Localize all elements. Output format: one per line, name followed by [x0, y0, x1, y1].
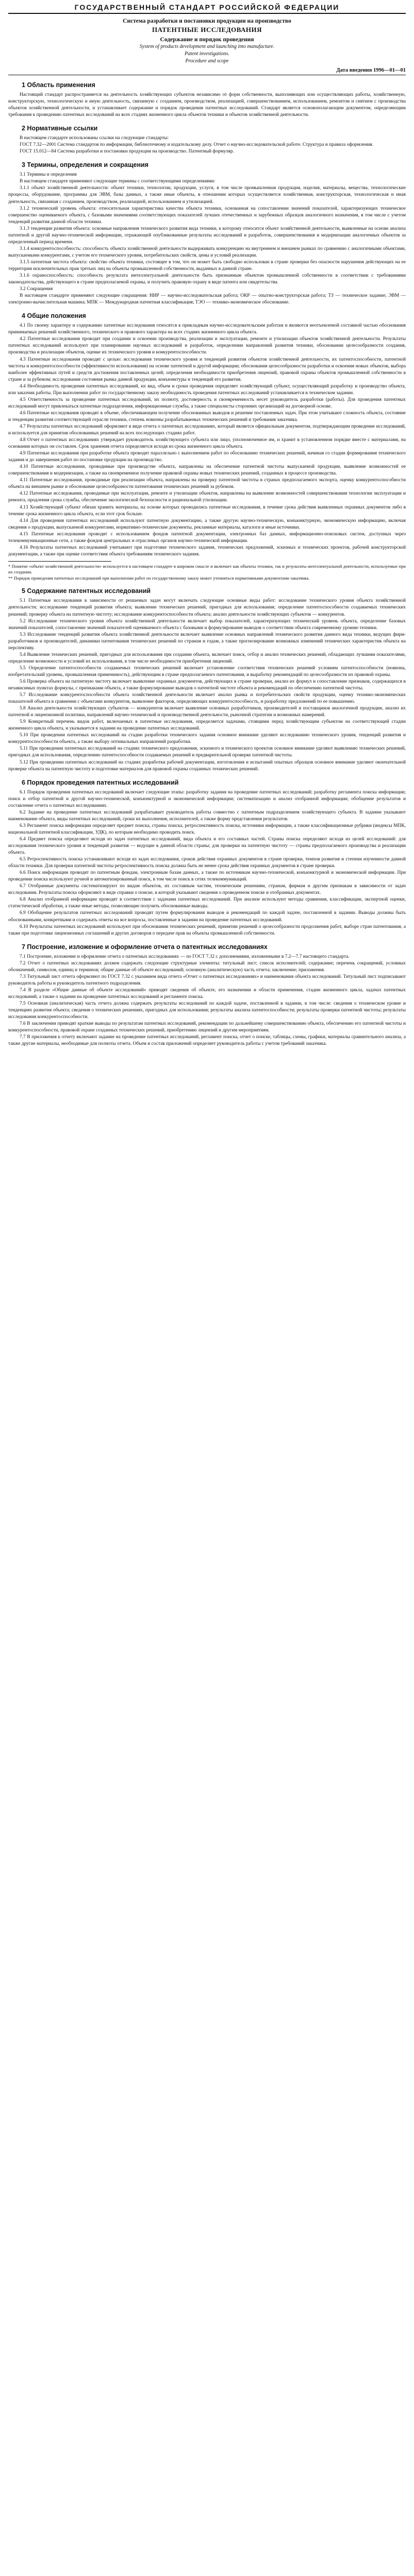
- body-paragraph: 4.1 По своему характеру и содержанию патентные исследования относятся к прикладным научно-исследовательским работам и являются неотъемлемой составной частью обоснования принимаемых решений хозяйственного, технического и правового характера на всех стадиях жизненного цикла объекта.: [8, 323, 406, 335]
- body-paragraph: 4.11 Патентные исследования, проводимые при реализации объекта, направлены на проверку патентной чистоты в странах предполагаемого экспорта, оценку конкурентоспособности объекта на внешнем рынке и обоснование целесообразности патентования технических решений за рубежом.: [8, 478, 406, 490]
- body-paragraph: 5.1 Патентные исследования в зависимости от решаемых задач могут включать следующие основные виды работ: исследование технического уровня объекта хозяйственной деятельности; исследование тенденций развития объекта; выявление технических решений, пригодных для использования; определение патентоспособности создаваемых технических решений; проверку объекта на патентную чистоту; исследование конкурентоспособности объекта; анализ деятельности хозяйствующих субъектов — конкурентов.: [8, 598, 406, 617]
- section-title: 4 Общие положения: [22, 312, 86, 320]
- body-paragraph: 6.10 Результаты патентных исследований используют при обосновании технических решений, принятии решений о целесообразности продолжения работ, выборе стран патентования, а также при подготовке лицензионных соглашений и других договоров о передаче прав на объекты промышленной собственности.: [8, 924, 406, 936]
- document-section: [8, 161, 406, 306]
- body-paragraph: 7.5 Основная (аналитическая) часть отчета должна содержать результаты исследований по каждой задаче, поставленной в задании, в том числе: сведения о техническом уровне и тенденциях развития объекта; сведения о технических решениях, пригодных для использования; результаты анализа патентоспособности; результаты проверки патентной чистоты; результаты исследования конкурентоспособности.: [8, 1001, 406, 1020]
- body-paragraph: 4.10 Патентные исследования, проводимые при производстве объекта, направлены на обеспечение патентной чистоты выпускаемой продукции, выявление возможностей ее совершенствования и модернизации, а также на своевременное получение правовой охраны новых технических решений, созданных в процессе производства.: [8, 464, 406, 477]
- section-title: 6 Порядок проведения патентных исследований: [22, 778, 179, 786]
- body-paragraph: 4.16 Результаты патентных исследований учитывают при подготовке технического задания, технических предложений, эскизных и технических проектов, рабочей конструкторской документации, а также при оценке соответствия объекта требованиям технического задания.: [8, 545, 406, 557]
- section-title: 2 Нормативные ссылки: [22, 125, 98, 132]
- body-paragraph: 4.3 Патентные исследования проводят с целью: исследования технического уровня и тенденций развития объектов хозяйственной деятельности, их патентоспособности, патентной чистоты и конкурентоспособности (эффективности использования) на основе патентной и другой информации; обоснования целесообразности разработки и освоения новых объектов, выбора наиболее эффективных путей и средств достижения поставленных целей; определения необходимости приобретения лицензий, правовой охраны объектов промышленной собственности в стране и за рубежом; исследования состояния рынка данной продукции, конъюнктуры и тенденций его развития.: [8, 357, 406, 382]
- document-subtitle: Содержание и порядок проведения: [160, 37, 254, 43]
- body-paragraph: 3.1.3 тенденции развития объекта: основные направления технического развития вида техники, к которому относится объект хозяйственной деятельности, выявленные на основе анализа патентной и другой научно-технической информации, отражающей опубликованные результаты исследований и разработок, совершенствования и модернизации аналогичных объектов за определенный период времени.: [8, 226, 406, 245]
- body-paragraph: 4.9 Патентные исследования при разработке объекта проводят параллельно с выполнением работ по обоснованию технических решений, начиная со стадии формирования технического задания и до завершения работ по постановке продукции на производство.: [8, 451, 406, 463]
- body-paragraph: 4.15 Патентные исследования проводят с использованием фондов патентной документации, электронных баз данных, информационно-поисковых систем, доступных через телекоммуникационные сети, а также фондов центральных и отраслевых органов научно-технической информации.: [8, 531, 406, 544]
- body-paragraph: 3.1.1 объект хозяйственной деятельности: объект техники, технологии, продукции, услуги, в том числе промышленная продукция, изделия, материалы, вещества, технологические процессы, оборудование, программы для ЭВМ, базы данных, а также иные объекты, в отношении которых осуществляется хозяйственная, конструкторская, технологическая и иная деятельность, связанная с созданием, производством, реализацией, использованием и утилизацией.: [8, 185, 406, 205]
- body-paragraph: 3.2 Сокращения: [20, 286, 53, 292]
- footnote-divider: [8, 561, 111, 562]
- body-paragraph: 4.12 Патентные исследования, проводимые при эксплуатации, ремонте и утилизации объектов, направлены на выявление возможностей совершенствования технологии эксплуатации и ремонта, продления срока службы, обеспечение экологической безопасности и рациональной утилизации.: [8, 491, 406, 503]
- system-title: Система разработки и постановки продукции на производство: [123, 18, 291, 24]
- body-paragraph: 5.7 Исследование конкурентоспособности объекта хозяйственной деятельности включает анализ рынка и потребительских свойств продукции, оценку технико-экономических показателей объекта в сравнении с объектами конкурентов, выявление факторов, определяющих конкурентоспособность, и разработку предложений по ее повышению.: [8, 692, 406, 705]
- document-section: [8, 943, 406, 1048]
- english-title-line: Procedure and scope: [185, 58, 229, 64]
- document-section: [8, 587, 406, 772]
- main-title: ПАТЕНТНЫЕ ИССЛЕДОВАНИЯ: [152, 26, 262, 33]
- body-paragraph: 3.1.6 охраноспособность: способность результата интеллектуальной деятельности быть признанным объектом промышленной собственности в соответствии с требованиями законодательства, действующего в стране предполагаемой охраны, и получить правовую охрану в виде патента или свидетельства.: [8, 273, 406, 285]
- body-paragraph: 4.13 Хозяйствующий субъект обязан хранить материалы, на основе которых проводились патентные исследования, в течение срока действия выявленных охранных документов либо в течение срока жизненного цикла объекта, если этот срок больше.: [8, 504, 406, 517]
- date-introduced: Дата введения 1996—01—01: [8, 67, 406, 75]
- body-paragraph: 5.11 При проведении патентных исследований на стадиях технического предложения, эскизного и технического проектов основное внимание уделяют выявлению технических решений, пригодных для использования, определению патентоспособности создаваемых решений и предварительной проверке патентной чистоты.: [8, 746, 406, 758]
- body-paragraph: 3.1 Термины и определения: [20, 172, 77, 178]
- document-header: [8, 18, 406, 64]
- body-paragraph: 4.7 Результаты патентных исследований оформляют в виде отчета о патентных исследованиях, который является официальным документом, подтверждающим проведение исследований, и используется для принятия обоснованных решений на всех последующих стадиях работ.: [8, 423, 406, 436]
- body-paragraph: 7.6 В заключении приводят краткие выводы по результатам патентных исследований, рекомендации по дальнейшему совершенствованию объекта, обеспечению его патентной чистоты и конкурентоспособности, правовой охране созданных технических решений, приобретению лицензий и другим мероприятиям.: [8, 1021, 406, 1033]
- body-paragraph: 5.5 Определение патентоспособности создаваемых технических решений включает установление соответствия технических решений условиям патентоспособности (новизна, изобретательский уровень, промышленная применимость), действующим в стране предполагаемого патентования, и выработку рекомендаций по целесообразности их правовой охраны.: [8, 665, 406, 677]
- body-paragraph: 6.2 Задание на проведение патентных исследований разрабатывает руководитель работы совместно с патентным подразделением хозяйствующего субъекта. В задании указывают наименование объекта, виды патентных исследований, сроки их выполнения, исполнителей, а также форму представления результатов.: [8, 809, 406, 822]
- body-paragraph: 6.6 Поиск информации проводят по патентным фондам, электронным базам данных, а также по источникам научно-технической, конъюнктурной и экономической информации. При проведении поиска используют ручной и автоматизированный поиск, в том числе поиск в сетях телекоммуникаций.: [8, 870, 406, 883]
- body-paragraph: 5.8 Анализ деятельности хозяйствующих субъектов — конкурентов включает выявление основных разработчиков, производителей и поставщиков аналогичной продукции, анализ их патентной и лицензионной политики, направлений научно-технической и производственной деятельности, рыночной стратегии и возможных намерений.: [8, 706, 406, 718]
- body-paragraph: Настоящий стандарт распространяется на деятельность хозяйствующих субъектов независимо от форм собственности, выполняющих или осуществляющих работы, хозяйственную, конструкторскую, технологическую и иную деятельность, связанную с созданием, производством, реализацией, совершенствованием, использованием, ремонтом и снятием с производства объектов хозяйственной деятельности, и устанавливает содержание и порядок проведения патентных исследований. Стандарт является основополагающим документом, определяющим требования к проведению патентных исследований на всех стадиях жизненного цикла объектов техники и объектов хозяйственной деятельности.: [8, 92, 406, 118]
- document-section: [8, 312, 406, 581]
- body-paragraph: В настоящем стандарте применяют следующие сокращения: НИР — научно-исследовательская работа; ОКР — опытно-конструкторская работа; ТЗ — техническое задание; ЭВМ — электронно-вычислительная машина; МПК — Международная патентная классификация; ТЭО — технико-экономическое обоснование.: [8, 293, 406, 306]
- section-title: 1 Область применения: [22, 81, 95, 89]
- body-paragraph: В настоящем стандарте использованы ссылки на следующие стандарты:: [20, 135, 169, 141]
- body-paragraph: 3.1.5 патентная чистота объекта: свойство объекта техники, состоящее в том, что он может быть свободно использован в стране проверки без опасности нарушения действующих на ее территории исключительных прав третьих лиц на объекты промышленной собственности, выданных в данной стране.: [8, 259, 406, 272]
- body-paragraph: 6.1 Порядок проведения патентных исследований включает следующие этапы: разработку задания на проведение патентных исследований; разработку регламента поиска информации; поиск и отбор патентной и другой научно-технической, конъюнктурной и экономической информации; систематизацию и анализ отобранной информации; обобщение результатов и составление отчета о патентных исследованиях.: [8, 789, 406, 808]
- document-section: [8, 779, 406, 937]
- body-paragraph: 4.6 Патентные исследования проводят в объеме, обеспечивающем получение обоснованных выводов и решение поставленных задач. При этом учитывают сложность объекта, состояние и тенденции развития соответствующей отрасли техники, степень новизны разрабатываемых технических решений и требования заказчика.: [8, 410, 406, 422]
- body-paragraph: ГОСТ 7.32—2001 Система стандартов по информации, библиотечному и издательскому делу. Отчет о научно-исследовательской работе. Структура и правила оформления.: [20, 142, 374, 148]
- body-paragraph: 7.2 Отчет о патентных исследованиях должен содержать следующие структурные элементы: титульный лист; список исполнителей; содержание; перечень сокращений, условных обозначений, символов, единиц и терминов; общие данные об объекте исследований; основную (аналитическую) часть отчета; заключение; приложения.: [8, 960, 406, 973]
- body-paragraph: 5.10 При проведении патентных исследований на стадии разработки технического задания основное внимание уделяют исследованию технического уровня, тенденций развития и конкурентоспособности объекта, а также выбору оптимальных направлений разработки.: [8, 733, 406, 745]
- body-paragraph: В настоящем стандарте применяют следующие термины с соответствующими определениями:: [20, 179, 216, 184]
- section-title: 5 Содержание патентных исследований: [22, 587, 151, 595]
- body-paragraph: 6.8 Анализ отобранной информации проводят в соответствии с задачами патентных исследований. При анализе используют методы сравнения, классификации, экспертной оценки, статистической обработки, а также иные методы, позволяющие получить обоснованные выводы.: [8, 897, 406, 909]
- body-paragraph: 5.4 Выявление технических решений, пригодных для использования при создании объекта, включает поиск, отбор и анализ технических решений, обладающих лучшими показателями, определение возможности и условий их использования, в том числе необходимости приобретения лицензий.: [8, 652, 406, 664]
- english-title-line: System of products development and launching into manufacture.: [139, 44, 275, 49]
- body-paragraph: 6.9 Обобщение результатов патентных исследований проводят путем формулирования выводов и рекомендаций по каждой задаче, поставленной в задании. Выводы должны быть обоснованными, конкретными и содержать ответы на все вопросы, поставленные в задании на проведение патентных исследований.: [8, 910, 406, 923]
- body-paragraph: 7.7 В приложения к отчету включают задание на проведение патентных исследований, регламент поиска, отчет о поиске, таблицы, схемы, графики, материалы сравнительного анализа, а также другие материалы, необходимые для полноты отчета. Объем и состав приложений определяет руководитель работы с учетом требований заказчика.: [8, 1035, 406, 1047]
- body-paragraph: 6.5 Ретроспективность поиска устанавливают исходя из задач исследования, сроков действия охранных документов в стране проверки, темпов развития и степени изученности данной области техники. Для проверки патентной чистоты ретроспективность поиска должна быть не менее срока действия охранных документов в стране проверки.: [8, 857, 406, 869]
- body-paragraph: 4.2 Патентные исследования проводят при создании и освоении производства, реализации и эксплуатации, ремонте и утилизации объектов хозяйственной деятельности. Результаты патентных исследований используют при планировании научных исследований и разработок, определении направлений развития техники, обосновании целесообразности создания, производства и реализации объектов, оценке их технического уровня и конкурентоспособности.: [8, 336, 406, 355]
- footnote: ** Порядок проведения патентных исследований при выполнении работ по государственному заказу может уточняться нормативными документами заказчика.: [8, 575, 310, 581]
- section-title: 7 Построение, изложение и оформление отчета о патентных исследованиях: [22, 943, 268, 951]
- body-paragraph: 4.14 Для проведения патентных исследований используют патентную документацию, а также другую научно-техническую, конъюнктурную, экономическую информацию, включая сведения о продукции, выпускаемой конкурентами, нормативно-технические документы, рекламные материалы, каталоги и иные источники.: [8, 518, 406, 530]
- footnote: * Понятие «объект хозяйственной деятельности» используется в настоящем стандарте в широком смысле и включает как объекты техники, так и результаты интеллектуальной деятельности, используемые при их создании.: [8, 563, 406, 575]
- section-title: 3 Термины, определения и сокращения: [22, 161, 148, 169]
- body-paragraph: ГОСТ 15.012—84 Система разработки и постановки продукции на производство. Патентный формуляр.: [20, 149, 234, 155]
- english-title-line: Patent investigations.: [185, 51, 229, 57]
- body-paragraph: 6.3 Регламент поиска информации определяет предмет поиска, страны поиска, ретроспективность поиска, источники информации, а также классификационные рубрики (индексы МПК, национальной патентной классификации, УДК), по которым необходимо проводить поиск.: [8, 823, 406, 835]
- body-paragraph: 3.1.2 технический уровень объекта: относительная характеристика качества объекта техники, основанная на сопоставлении значений показателей, характеризующих техническое совершенство оцениваемого объекта, с базовыми значениями соответствующих показателей лучших отечественных и зарубежных образцов аналогичного назначения, в том числе с учетом тенденций развития данной области техники.: [8, 206, 406, 225]
- body-paragraph: 7.4 В разделе «Общие данные об объекте исследований» приводят сведения об объекте, его назначении и области применения, стадии жизненного цикла, задачах патентных исследований, а также о задании на проведение патентных исследований и регламенте поиска.: [8, 987, 406, 999]
- document-body: [8, 81, 406, 1047]
- body-paragraph: 7.3 Титульный лист отчета оформляют по ГОСТ 7.32 с указанием вида отчета «Отчет о патентных исследованиях» и наименования объекта исследований. Титульный лист подписывают руководитель работы и руководитель патентного подразделения.: [8, 974, 406, 986]
- body-paragraph: 5.2 Исследование технического уровня объекта хозяйственной деятельности включает выбор показателей, характеризующих технический уровень объекта, определение базовых значений показателей, сопоставление значений показателей оцениваемого объекта с базовыми и формулирование выводов о соответствии объекта современному уровню техники.: [8, 618, 406, 631]
- body-paragraph: 5.6 Проверка объекта на патентную чистоту включает выявление охранных документов, действующих в стране проверки, анализ их формул и сопоставление признаков, содержащихся в независимых пунктах формулы, с признаками объекта, а также формулирование выводов о патентной чистоте объекта и рекомендаций по обеспечению патентной чистоты.: [8, 679, 406, 691]
- body-paragraph: 3.1.4 конкурентоспособность: способность объекта хозяйственной деятельности выдерживать конкуренцию на внутреннем и внешнем рынках по сравнению с аналогичными объектами, выпускаемыми конкурентами, с учетом его технического уровня, потребительских свойств, цены и условий реализации.: [8, 246, 406, 258]
- body-paragraph: 4.8 Отчет о патентных исследованиях утверждает руководитель хозяйствующего субъекта или лицо, уполномоченное им, и хранит в установленном порядке вместе с материалами, на основании которых он составлен. Срок хранения отчета определяется исходя из срока жизненного цикла объекта.: [8, 437, 406, 450]
- document-section: [8, 125, 406, 155]
- body-paragraph: 5.12 При проведении патентных исследований на стадиях разработки рабочей документации, изготовления и испытаний опытных образцов основное внимание уделяют окончательной проверке объекта на патентную чистоту и подготовке материалов для правовой охраны созданных технических решений.: [8, 759, 406, 772]
- body-paragraph: 7.1 Построение, изложение и оформление отчета о патентных исследованиях — по ГОСТ 7.32 с дополнениями, изложенными в 7.2—7.7 настоящего стандарта.: [20, 954, 350, 959]
- body-paragraph: 4.5 Ответственность за проведение патентных исследований, их полноту, достоверность и своевременность несет руководитель разработки (работы). Для проведения патентных исследований могут привлекаться патентные подразделения, информационные службы, а также специалисты сторонних организаций на договорной основе.: [8, 397, 406, 409]
- body-paragraph: 5.9 Конкретный перечень видов работ, включаемых в патентные исследования, определяется задачами, стоящими перед хозяйствующим субъектом на соответствующей стадии жизненного цикла объекта, и указывается в задании на проведение патентных исследований.: [8, 719, 406, 732]
- body-paragraph: 5.3 Исследование тенденций развития объекта хозяйственной деятельности включает выявление основных направлений технического развития данного вида техники, ведущих фирм-разработчиков и производителей, динамики патентования технических решений по странам и годам, а также прогнозирование возможных изменений технических характеристик объекта на перспективу.: [8, 632, 406, 651]
- standard-banner: ГОСУДАРСТВЕННЫЙ СТАНДАРТ РОССИЙСКОЙ ФЕДЕРАЦИИ: [8, 1, 406, 14]
- body-paragraph: 6.7 Отобранные документы систематизируют по видам объектов, их составным частям, техническим решениям, странам, фирмам и другим признакам в зависимости от задач исследования. Результаты поиска оформляют в виде справки о поиске, в которой указывают сведения о проведенном поиске и отобранных документах.: [8, 884, 406, 896]
- body-paragraph: 4.4 Необходимость проведения патентных исследований, их вид, объем и сроки проведения определяет хозяйствующий субъект, осуществляющий разработку и производство объекта, или заказчик работы. При выполнении работ по государственному заказу необходимость проведения патентных исследований устанавливается в техническом задании.: [8, 383, 406, 396]
- document-section: [8, 81, 406, 118]
- body-paragraph: 6.4 Предмет поиска определяют исходя из задач патентных исследований, вида объекта и его составных частей. Страны поиска определяют исходя из целей исследований: для исследования технического уровня и тенденций развития — ведущие в данной области страны; для проверки на патентную чистоту — страны предполагаемого производства и реализации объекта.: [8, 836, 406, 856]
